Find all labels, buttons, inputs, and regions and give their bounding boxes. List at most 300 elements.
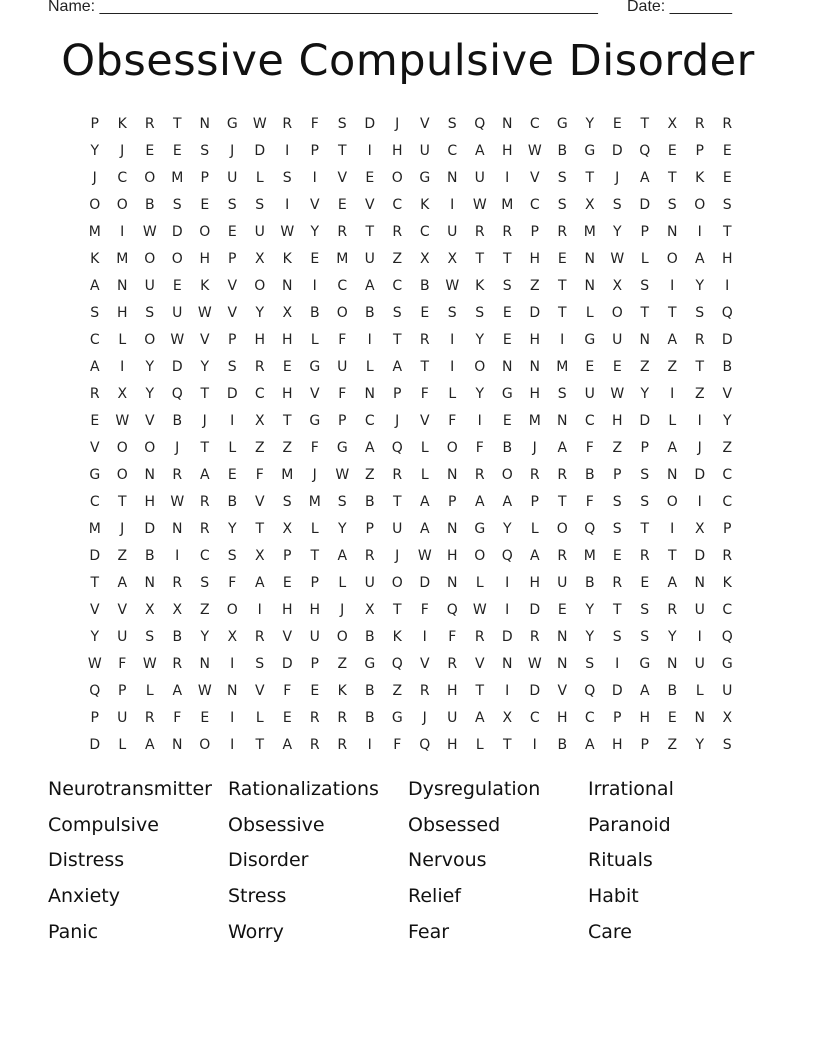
grid-letter[interactable]: H <box>611 737 623 753</box>
grid-letter[interactable]: W <box>115 413 130 429</box>
grid-letter[interactable]: N <box>447 521 458 537</box>
grid-letter[interactable]: E <box>557 251 567 267</box>
grid-letter[interactable]: R <box>392 467 403 483</box>
grid-letter[interactable]: H <box>281 602 293 618</box>
grid-letter[interactable]: G <box>309 413 321 429</box>
grid-letter[interactable]: P <box>640 224 649 240</box>
grid-letter[interactable]: I <box>120 224 125 240</box>
grid-letter[interactable]: O <box>666 251 678 267</box>
grid-letter[interactable]: T <box>585 170 595 186</box>
grid-letter[interactable]: S <box>447 305 457 321</box>
grid-letter[interactable]: H <box>639 710 651 726</box>
grid-letter[interactable]: T <box>420 359 430 375</box>
grid-letter[interactable]: U <box>117 710 128 726</box>
grid-letter[interactable]: L <box>255 170 264 186</box>
grid-letter[interactable]: P <box>723 521 732 537</box>
name-field[interactable]: Name: ________________________________________________________ <box>48 0 598 15</box>
grid-letter[interactable]: W <box>610 251 625 267</box>
grid-letter[interactable]: I <box>505 575 510 591</box>
grid-letter[interactable]: Z <box>667 359 678 375</box>
grid-letter[interactable]: V <box>337 170 348 186</box>
grid-letter[interactable]: Z <box>694 386 705 402</box>
grid-letter[interactable]: J <box>422 710 427 726</box>
grid-letter[interactable]: Z <box>722 440 733 456</box>
grid-letter[interactable]: Z <box>392 251 403 267</box>
grid-letter[interactable]: D <box>529 683 541 699</box>
grid-letter[interactable]: U <box>117 629 128 645</box>
grid-letter[interactable]: D <box>171 224 183 240</box>
grid-letter[interactable]: O <box>501 467 513 483</box>
grid-letter[interactable]: G <box>584 332 596 348</box>
grid-letter[interactable]: Y <box>667 629 677 645</box>
grid-letter[interactable]: C <box>337 278 348 294</box>
grid-letter[interactable]: C <box>447 143 458 159</box>
grid-letter[interactable]: R <box>694 116 705 132</box>
grid-letter[interactable]: J <box>202 413 207 429</box>
grid-letter[interactable]: P <box>283 548 292 564</box>
grid-letter[interactable]: W <box>527 656 542 672</box>
grid-letter[interactable]: Q <box>501 548 513 564</box>
grid-letter[interactable]: A <box>474 710 485 726</box>
grid-letter[interactable]: M <box>281 467 294 483</box>
grid-letter[interactable]: N <box>584 278 595 294</box>
grid-letter[interactable]: Q <box>391 440 403 456</box>
grid-letter[interactable]: S <box>255 197 265 213</box>
grid-letter[interactable]: E <box>200 197 210 213</box>
grid-letter[interactable]: A <box>392 359 403 375</box>
grid-letter[interactable]: P <box>530 494 539 510</box>
grid-letter[interactable]: Q <box>639 143 651 159</box>
grid-letter[interactable]: U <box>337 359 348 375</box>
grid-letter[interactable]: E <box>612 548 622 564</box>
grid-letter[interactable]: M <box>336 251 349 267</box>
grid-letter[interactable]: O <box>116 197 128 213</box>
grid-letter[interactable]: H <box>254 332 266 348</box>
grid-letter[interactable]: N <box>447 170 458 186</box>
grid-letter[interactable]: G <box>419 170 431 186</box>
grid-letter[interactable]: U <box>172 305 183 321</box>
grid-letter[interactable]: H <box>446 737 458 753</box>
grid-letter[interactable]: T <box>392 332 402 348</box>
grid-letter[interactable]: X <box>282 305 293 321</box>
grid-letter[interactable]: V <box>309 197 320 213</box>
grid-letter[interactable]: T <box>502 251 512 267</box>
grid-letter[interactable]: Y <box>695 278 705 294</box>
grid-letter[interactable]: C <box>584 413 595 429</box>
grid-letter[interactable]: W <box>610 386 625 402</box>
grid-letter[interactable]: N <box>144 467 155 483</box>
grid-letter[interactable]: U <box>227 170 238 186</box>
grid-letter[interactable]: Q <box>446 602 458 618</box>
grid-letter[interactable]: Q <box>89 683 101 699</box>
grid-letter[interactable]: W <box>445 278 460 294</box>
grid-letter[interactable]: T <box>640 521 650 537</box>
grid-letter[interactable]: R <box>722 548 733 564</box>
grid-letter[interactable]: G <box>639 656 651 672</box>
grid-letter[interactable]: T <box>667 548 677 564</box>
grid-letter[interactable]: R <box>722 116 733 132</box>
grid-letter[interactable]: T <box>117 494 127 510</box>
grid-letter[interactable]: Z <box>337 656 348 672</box>
grid-letter[interactable]: W <box>197 683 212 699</box>
grid-letter[interactable]: C <box>254 386 265 402</box>
grid-letter[interactable]: T <box>200 440 210 456</box>
grid-letter[interactable]: J <box>175 440 180 456</box>
grid-letter[interactable]: A <box>667 332 678 348</box>
grid-letter[interactable]: H <box>529 251 541 267</box>
grid-letter[interactable]: R <box>144 116 155 132</box>
grid-letter[interactable]: I <box>450 332 455 348</box>
grid-letter[interactable]: V <box>282 629 293 645</box>
grid-letter[interactable]: B <box>144 548 155 564</box>
grid-letter[interactable]: T <box>612 602 622 618</box>
grid-letter[interactable]: Z <box>199 602 210 618</box>
grid-letter[interactable]: I <box>615 656 620 672</box>
grid-letter[interactable]: Y <box>145 359 155 375</box>
grid-letter[interactable]: Y <box>200 629 210 645</box>
grid-letter[interactable]: F <box>585 494 594 510</box>
grid-letter[interactable]: E <box>722 143 732 159</box>
grid-letter[interactable]: H <box>281 386 293 402</box>
grid-letter[interactable]: C <box>392 197 403 213</box>
grid-letter[interactable]: S <box>227 359 237 375</box>
grid-letter[interactable]: V <box>117 602 128 618</box>
grid-letter[interactable]: R <box>144 710 155 726</box>
grid-letter[interactable]: Y <box>227 521 237 537</box>
grid-letter[interactable]: O <box>474 548 486 564</box>
grid-letter[interactable]: L <box>420 440 429 456</box>
grid-letter[interactable]: Y <box>337 521 347 537</box>
grid-letter[interactable]: E <box>502 305 512 321</box>
grid-letter[interactable]: R <box>282 116 293 132</box>
grid-letter[interactable]: B <box>584 467 595 483</box>
grid-letter[interactable]: Y <box>502 521 512 537</box>
grid-letter[interactable]: X <box>172 602 183 618</box>
grid-letter[interactable]: O <box>446 440 458 456</box>
grid-letter[interactable]: V <box>474 656 485 672</box>
grid-letter[interactable]: U <box>694 656 705 672</box>
grid-letter[interactable]: E <box>172 143 182 159</box>
grid-letter[interactable]: I <box>367 143 372 159</box>
grid-letter[interactable]: I <box>670 278 675 294</box>
grid-letter[interactable]: J <box>615 170 620 186</box>
grid-letter[interactable]: L <box>118 737 127 753</box>
grid-letter[interactable]: C <box>529 197 540 213</box>
grid-letter[interactable]: T <box>557 305 567 321</box>
grid-letter[interactable]: A <box>639 683 650 699</box>
grid-letter[interactable]: I <box>670 386 675 402</box>
grid-letter[interactable]: K <box>282 251 292 267</box>
grid-letter[interactable]: P <box>228 251 237 267</box>
grid-letter[interactable]: N <box>199 656 210 672</box>
grid-letter[interactable]: S <box>200 143 210 159</box>
grid-letter[interactable]: B <box>172 413 183 429</box>
grid-letter[interactable]: S <box>282 494 292 510</box>
grid-letter[interactable]: I <box>505 170 510 186</box>
grid-letter[interactable]: N <box>694 575 705 591</box>
grid-letter[interactable]: B <box>364 629 375 645</box>
grid-letter[interactable]: O <box>116 467 128 483</box>
grid-letter[interactable]: F <box>585 440 594 456</box>
grid-letter[interactable]: T <box>255 521 265 537</box>
grid-letter[interactable]: U <box>584 386 595 402</box>
grid-letter[interactable]: J <box>92 170 97 186</box>
grid-letter[interactable]: C <box>419 224 430 240</box>
grid-letter[interactable]: N <box>172 737 183 753</box>
grid-letter[interactable]: T <box>282 413 292 429</box>
grid-letter[interactable]: I <box>257 602 262 618</box>
grid-letter[interactable]: C <box>364 413 375 429</box>
grid-letter[interactable]: I <box>532 737 537 753</box>
grid-letter[interactable]: S <box>640 278 650 294</box>
grid-letter[interactable]: N <box>502 116 513 132</box>
grid-letter[interactable]: L <box>585 305 594 321</box>
grid-letter[interactable]: E <box>612 359 622 375</box>
grid-letter[interactable]: B <box>309 305 320 321</box>
grid-letter[interactable]: D <box>639 197 651 213</box>
grid-letter[interactable]: I <box>697 224 702 240</box>
grid-letter[interactable]: Z <box>254 440 265 456</box>
grid-letter[interactable]: D <box>419 575 431 591</box>
grid-letter[interactable]: D <box>639 413 651 429</box>
grid-letter[interactable]: E <box>722 170 732 186</box>
grid-letter[interactable]: S <box>667 197 677 213</box>
grid-letter[interactable]: H <box>556 710 568 726</box>
grid-letter[interactable]: F <box>173 710 182 726</box>
grid-letter[interactable]: V <box>227 278 238 294</box>
grid-letter[interactable]: U <box>447 224 458 240</box>
grid-letter[interactable]: G <box>556 116 568 132</box>
grid-letter[interactable]: T <box>475 251 485 267</box>
grid-letter[interactable]: I <box>230 413 235 429</box>
grid-letter[interactable]: O <box>556 521 568 537</box>
grid-letter[interactable]: P <box>365 521 374 537</box>
grid-letter[interactable]: C <box>722 467 733 483</box>
grid-letter[interactable]: Z <box>117 548 128 564</box>
grid-letter[interactable]: N <box>694 710 705 726</box>
grid-letter[interactable]: O <box>199 737 211 753</box>
grid-letter[interactable]: V <box>89 602 100 618</box>
grid-letter[interactable]: H <box>529 332 541 348</box>
grid-letter[interactable]: D <box>611 683 623 699</box>
grid-letter[interactable]: R <box>309 737 320 753</box>
grid-letter[interactable]: Q <box>391 656 403 672</box>
grid-letter[interactable]: Q <box>584 683 596 699</box>
grid-letter[interactable]: S <box>200 575 210 591</box>
grid-letter[interactable]: T <box>667 170 677 186</box>
grid-letter[interactable]: S <box>612 521 622 537</box>
grid-letter[interactable]: U <box>364 575 375 591</box>
grid-letter[interactable]: L <box>310 332 319 348</box>
grid-letter[interactable]: P <box>310 575 319 591</box>
grid-letter[interactable]: S <box>722 737 732 753</box>
grid-letter[interactable]: B <box>364 305 375 321</box>
grid-letter[interactable]: T <box>640 305 650 321</box>
grid-letter[interactable]: Z <box>364 467 375 483</box>
grid-letter[interactable]: Q <box>721 305 733 321</box>
grid-letter[interactable]: I <box>312 170 317 186</box>
grid-letter[interactable]: N <box>502 656 513 672</box>
grid-letter[interactable]: X <box>227 629 238 645</box>
grid-letter[interactable]: E <box>282 575 292 591</box>
grid-letter[interactable]: S <box>145 305 155 321</box>
grid-letter[interactable]: G <box>474 521 486 537</box>
grid-letter[interactable]: K <box>337 683 347 699</box>
grid-letter[interactable]: D <box>89 737 101 753</box>
grid-letter[interactable]: P <box>393 386 402 402</box>
grid-letter[interactable]: I <box>422 629 427 645</box>
grid-letter[interactable]: R <box>89 386 100 402</box>
grid-letter[interactable]: F <box>255 467 264 483</box>
grid-letter[interactable]: Z <box>639 359 650 375</box>
grid-letter[interactable]: U <box>694 602 705 618</box>
grid-letter[interactable]: R <box>419 683 430 699</box>
grid-letter[interactable]: O <box>694 197 706 213</box>
grid-letter[interactable]: T <box>310 548 320 564</box>
grid-letter[interactable]: I <box>367 737 372 753</box>
grid-letter[interactable]: L <box>228 440 237 456</box>
grid-letter[interactable]: L <box>668 413 677 429</box>
grid-letter[interactable]: S <box>145 629 155 645</box>
grid-letter[interactable]: N <box>199 116 210 132</box>
grid-letter[interactable]: C <box>117 170 128 186</box>
grid-letter[interactable]: O <box>391 575 403 591</box>
grid-letter[interactable]: K <box>695 170 705 186</box>
grid-letter[interactable]: P <box>695 143 704 159</box>
grid-letter[interactable]: Y <box>640 386 650 402</box>
grid-letter[interactable]: R <box>309 710 320 726</box>
grid-letter[interactable]: R <box>419 332 430 348</box>
grid-letter[interactable]: S <box>475 305 485 321</box>
grid-letter[interactable]: I <box>230 710 235 726</box>
grid-letter[interactable]: O <box>391 170 403 186</box>
grid-letter[interactable]: Y <box>145 386 155 402</box>
grid-letter[interactable]: D <box>226 386 238 402</box>
grid-letter[interactable]: Y <box>585 629 595 645</box>
grid-letter[interactable]: X <box>694 521 705 537</box>
grid-letter[interactable]: F <box>448 413 457 429</box>
grid-letter[interactable]: U <box>254 224 265 240</box>
grid-letter[interactable]: A <box>667 440 678 456</box>
grid-letter[interactable]: D <box>529 602 541 618</box>
grid-letter[interactable]: F <box>310 440 319 456</box>
grid-letter[interactable]: P <box>640 440 649 456</box>
grid-letter[interactable]: L <box>145 683 154 699</box>
grid-letter[interactable]: Y <box>585 116 595 132</box>
grid-letter[interactable]: E <box>310 683 320 699</box>
grid-letter[interactable]: R <box>337 224 348 240</box>
grid-letter[interactable]: E <box>337 197 347 213</box>
grid-letter[interactable]: G <box>391 710 403 726</box>
grid-letter[interactable]: E <box>145 143 155 159</box>
grid-letter[interactable]: V <box>254 683 265 699</box>
grid-letter[interactable]: E <box>612 116 622 132</box>
grid-letter[interactable]: S <box>612 494 622 510</box>
grid-letter[interactable]: T <box>640 116 650 132</box>
grid-letter[interactable]: I <box>670 521 675 537</box>
grid-letter[interactable]: E <box>667 143 677 159</box>
grid-letter[interactable]: M <box>308 494 321 510</box>
grid-letter[interactable]: O <box>336 629 348 645</box>
grid-letter[interactable]: Z <box>282 440 293 456</box>
grid-letter[interactable]: E <box>172 278 182 294</box>
grid-letter[interactable]: R <box>612 575 623 591</box>
grid-letter[interactable]: S <box>640 602 650 618</box>
grid-letter[interactable]: U <box>309 629 320 645</box>
grid-letter[interactable]: A <box>557 440 568 456</box>
grid-letter[interactable]: R <box>474 224 485 240</box>
grid-letter[interactable]: D <box>694 548 706 564</box>
grid-letter[interactable]: V <box>557 683 568 699</box>
grid-letter[interactable]: V <box>254 494 265 510</box>
grid-letter[interactable]: O <box>336 305 348 321</box>
grid-letter[interactable]: Z <box>667 737 678 753</box>
grid-letter[interactable]: B <box>667 683 678 699</box>
grid-letter[interactable]: T <box>337 143 347 159</box>
grid-letter[interactable]: E <box>365 170 375 186</box>
grid-letter[interactable]: S <box>255 656 265 672</box>
grid-letter[interactable]: B <box>227 494 238 510</box>
grid-letter[interactable]: P <box>90 710 99 726</box>
grid-letter[interactable]: S <box>282 170 292 186</box>
grid-letter[interactable]: S <box>557 386 567 402</box>
grid-letter[interactable]: B <box>364 710 375 726</box>
grid-letter[interactable]: L <box>475 575 484 591</box>
grid-letter[interactable]: E <box>227 467 237 483</box>
grid-letter[interactable]: L <box>338 575 347 591</box>
grid-letter[interactable]: B <box>502 440 513 456</box>
grid-letter[interactable]: N <box>557 629 568 645</box>
grid-letter[interactable]: X <box>254 251 265 267</box>
grid-letter[interactable]: R <box>557 548 568 564</box>
grid-letter[interactable]: H <box>611 413 623 429</box>
grid-letter[interactable]: G <box>721 656 733 672</box>
grid-letter[interactable]: X <box>254 413 265 429</box>
grid-letter[interactable]: J <box>697 440 702 456</box>
grid-letter[interactable]: N <box>117 278 128 294</box>
grid-letter[interactable]: R <box>502 224 513 240</box>
grid-letter[interactable]: T <box>90 575 100 591</box>
grid-letter[interactable]: V <box>227 305 238 321</box>
grid-letter[interactable]: S <box>612 629 622 645</box>
grid-letter[interactable]: O <box>199 224 211 240</box>
grid-letter[interactable]: U <box>557 575 568 591</box>
grid-letter[interactable]: R <box>557 224 568 240</box>
grid-letter[interactable]: N <box>447 575 458 591</box>
grid-letter[interactable]: M <box>583 548 596 564</box>
grid-letter[interactable]: K <box>475 278 485 294</box>
grid-letter[interactable]: U <box>474 170 485 186</box>
grid-letter[interactable]: F <box>310 116 319 132</box>
grid-letter[interactable]: S <box>640 494 650 510</box>
grid-letter[interactable]: F <box>420 602 429 618</box>
grid-letter[interactable]: J <box>230 143 235 159</box>
grid-letter[interactable]: Y <box>310 224 320 240</box>
grid-letter[interactable]: N <box>144 575 155 591</box>
grid-letter[interactable]: B <box>364 683 375 699</box>
grid-letter[interactable]: T <box>502 737 512 753</box>
grid-letter[interactable]: R <box>529 467 540 483</box>
grid-letter[interactable]: S <box>640 629 650 645</box>
grid-letter[interactable]: E <box>200 710 210 726</box>
grid-letter[interactable]: B <box>722 359 733 375</box>
grid-letter[interactable]: N <box>364 386 375 402</box>
grid-letter[interactable]: R <box>474 467 485 483</box>
grid-letter[interactable]: G <box>309 359 321 375</box>
grid-letter[interactable]: F <box>393 737 402 753</box>
grid-letter[interactable]: I <box>285 143 290 159</box>
grid-letter[interactable]: W <box>87 656 102 672</box>
